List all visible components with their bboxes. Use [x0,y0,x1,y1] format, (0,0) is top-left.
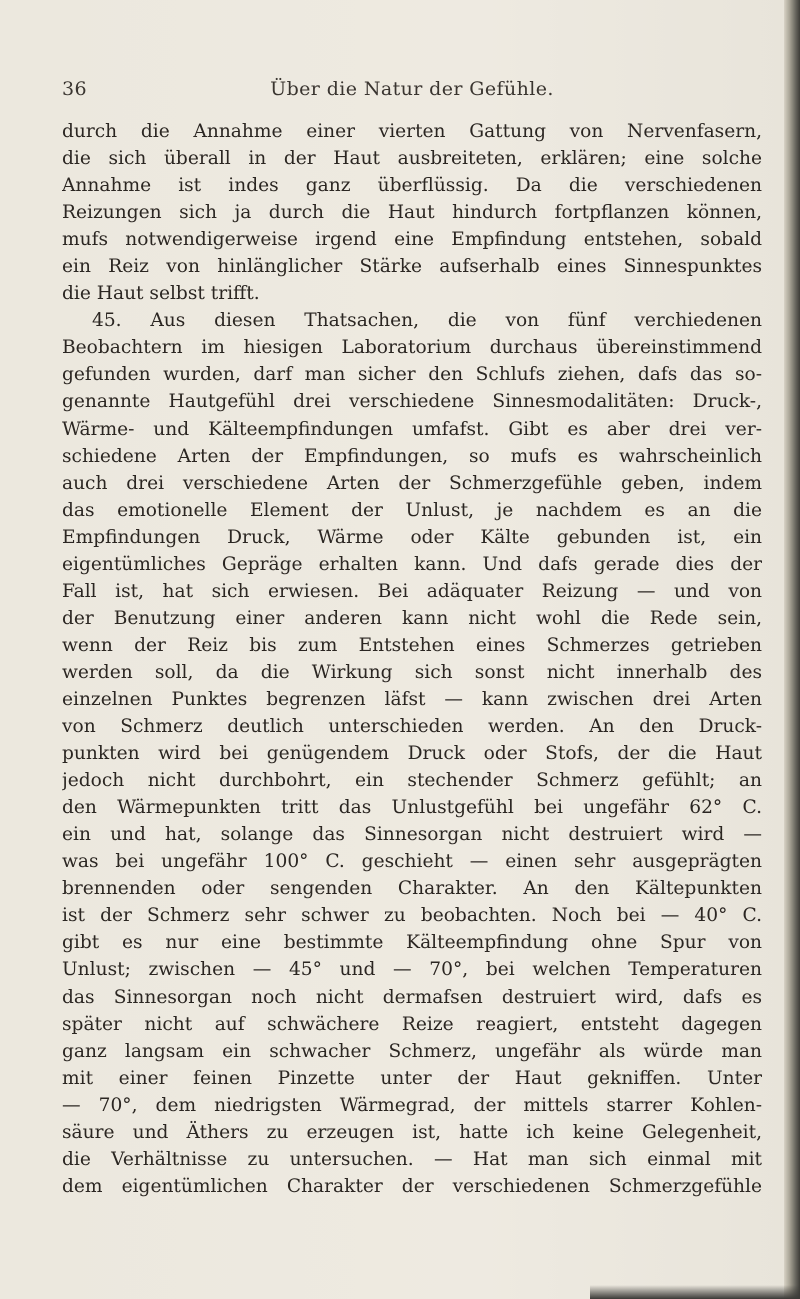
body-text [62,118,762,1200]
paragraph-start-line: 45. Aus diesen Thatsachen, die von fünf verchiedenen [92,310,762,332]
text-line: später nicht auf schwächere Reize reagiert, entsteht dagegen [62,1013,762,1035]
text-line: säure und Äthers zu erzeugen ist, hatte ich keine Gelegenheit, [62,1121,762,1143]
text-line: Reizungen sich ja durch die Haut hindurch fortpflanzen können, [62,202,762,224]
text-line: wenn der Reiz bis zum Entstehen eines Schmerzes getrieben [62,634,762,656]
page-header [62,78,762,106]
text-line: gibt es nur eine bestimmte Kälteempfindung ohne Spur von [62,932,762,954]
text-line: punkten wird bei genügendem Druck oder Stofs, der die Haut [62,743,762,765]
text-line: Fall ist, hat sich erwiesen. Bei adäquater Reizung — und von [62,580,762,602]
text-line: das emotionelle Element der Unlust, je nachdem es an die [62,499,762,521]
text-line: schiedene Arten der Empfindungen, so mufs es wahrscheinlich [62,445,762,467]
text-line: Beobachtern im hiesigen Laboratorium durchaus übereinstimmend [62,337,762,359]
text-line: einzelnen Punktes begrenzen läfst — kann zwischen drei Arten [62,688,762,710]
text-line: mit einer feinen Pinzette unter der Haut gekniffen. Unter [62,1067,762,1089]
text-line: die Haut selbst trifft. [62,283,260,305]
page-number: 36 [62,78,87,100]
page-corner-shadow [590,1285,800,1299]
text-line: — 70°, dem niedrigsten Wärmegrad, der mittels starrer Kohlen- [62,1094,762,1116]
text-line: ganz langsam ein schwacher Schmerz, ungefähr als würde man [62,1040,762,1062]
text-line: das Sinnesorgan noch nicht dermafsen destruiert wird, dafs es [62,986,762,1008]
text-line: von Schmerz deutlich unterschieden werden. An den Druck- [62,716,762,738]
text-line: eigentümliches Gepräge erhalten kann. Und dafs gerade dies der [62,553,762,575]
text-line: Unlust; zwischen — 45° und — 70°, bei welchen Temperaturen [62,959,762,981]
text-line: mufs notwendigerweise irgend eine Empfindung entstehen, sobald [62,229,762,251]
text-line: auch drei verschiedene Arten der Schmerzgefühle geben, indem [62,472,762,494]
text-line: gefunden wurden, darf man sicher den Schlufs ziehen, dafs das so- [62,364,762,386]
text-line: dem eigentümlichen Charakter der verschiedenen Schmerzgefühle [62,1175,762,1197]
text-line: jedoch nicht durchbohrt, ein stechender Schmerz gefühlt; an [62,770,762,792]
text-line: den Wärmepunkten tritt das Unlustgefühl bei ungefähr 62° C. [62,797,762,819]
text-line: Empfindungen Druck, Wärme oder Kälte gebunden ist, ein [62,526,762,548]
page-edge-shadow [784,0,800,1299]
text-line: genannte Hautgefühl drei verschiedene Sinnesmodalitäten: Druck-, [62,391,762,413]
text-line: Wärme- und Kälteempfindungen umfafst. Gibt es aber drei ver- [62,418,762,440]
text-line: die Verhältnisse zu untersuchen. — Hat man sich einmal mit [62,1148,762,1170]
text-line: ein Reiz von hinlänglicher Stärke aufserhalb eines Sinnespunktes [62,256,762,278]
text-line: brennenden oder sengenden Charakter. An den Kältepunkten [62,878,762,900]
text-line: ist der Schmerz sehr schwer zu beobachten. Noch bei — 40° C. [62,905,762,927]
text-line: ein und hat, solange das Sinnesorgan nicht destruiert wird — [62,824,762,846]
text-line: was bei ungefähr 100° C. geschieht — einen sehr ausgeprägten [62,851,762,873]
text-line: die sich überall in der Haut ausbreiteten, erklären; eine solche [62,148,762,170]
text-line: der Benutzung einer anderen kann nicht wohl die Rede sein, [62,607,762,629]
text-line: Annahme ist indes ganz überflüssig. Da die verschiedenen [62,175,762,197]
text-line: durch die Annahme einer vierten Gattung von Nervenfasern, [62,121,762,142]
text-line: werden soll, da die Wirkung sich sonst nicht innerhalb des [62,661,762,683]
running-title: Über die Natur der Gefühle. [270,78,554,100]
